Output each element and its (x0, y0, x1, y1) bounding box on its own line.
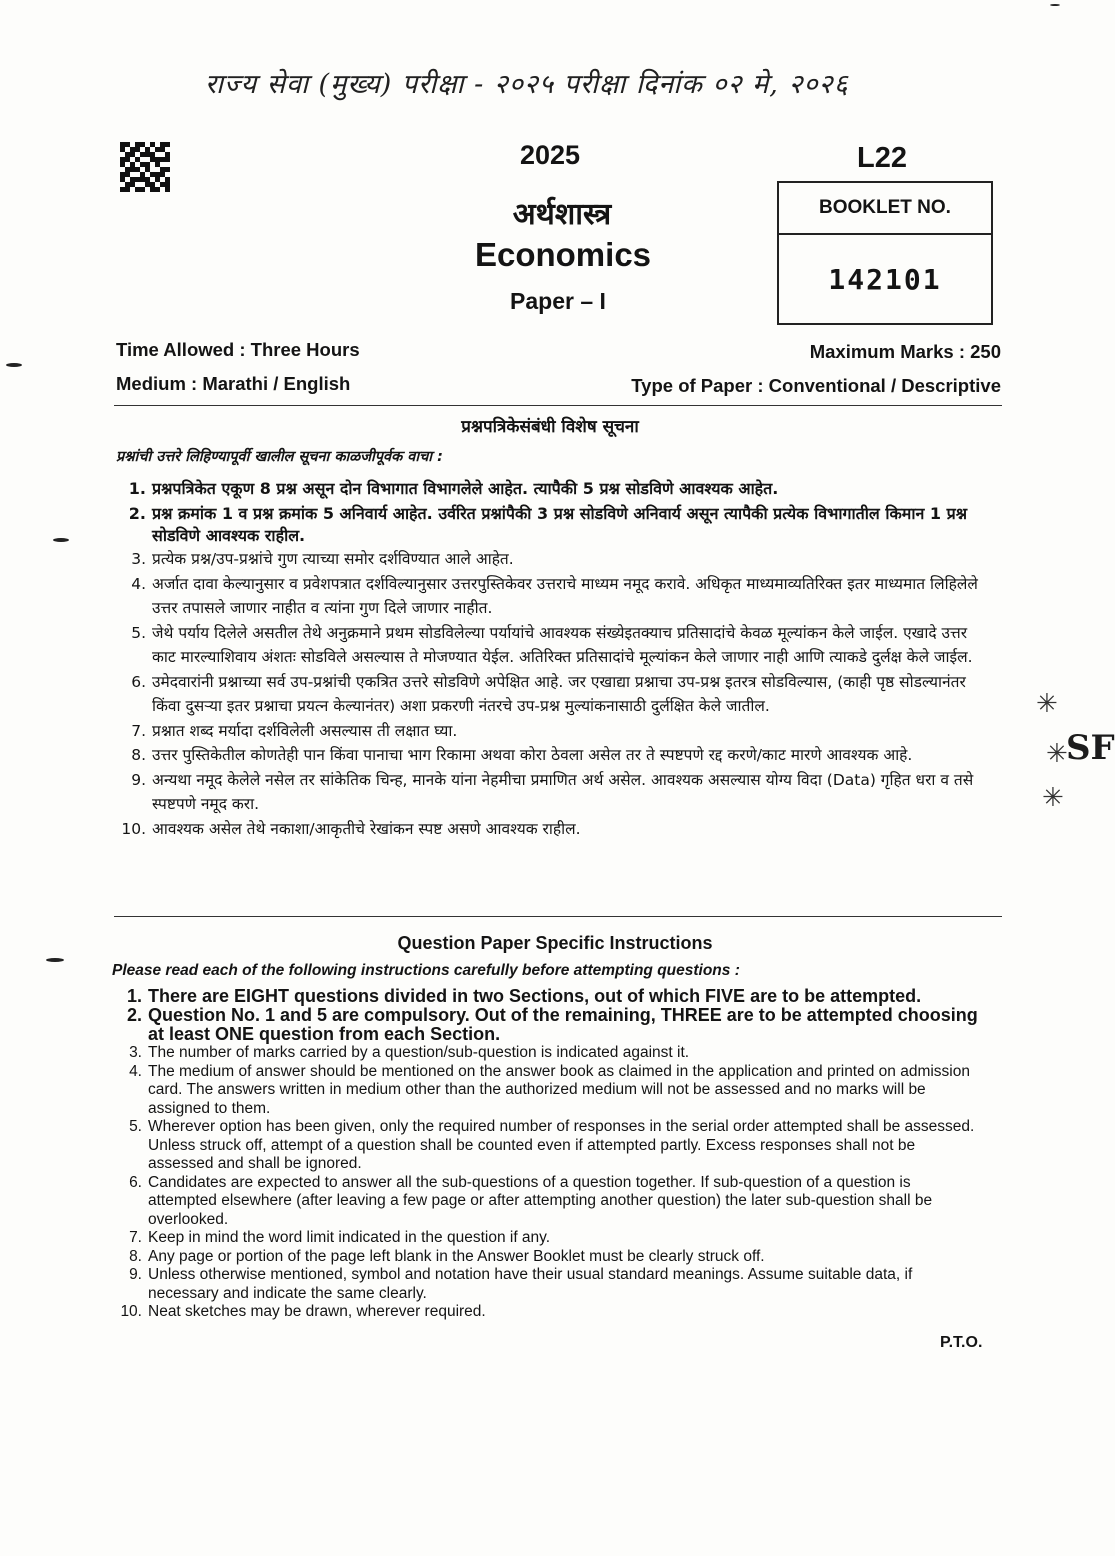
scan-mark (53, 538, 69, 542)
list-item: 7. प्रश्नात शब्द मर्यादा दर्शविलेली असल्यास ती लक्षात घ्या. (131, 721, 458, 740)
marathi-subheading: प्रश्नांची उत्तरे लिहिण्यापूर्वी खालील सूचना काळजीपूर्वक वाचा : (116, 449, 443, 465)
booklet-number: 142101 (828, 263, 942, 296)
pto-label: P.T.O. (940, 1334, 983, 1351)
exam-year: 2025 (520, 140, 581, 170)
list-item: 4. The medium of answer should be mentioned on the answer book as claimed in the application and printed on admission card. The answers written in medium other than the authorized medium will not be assessed and no marks will be assigned to them. (129, 1062, 970, 1117)
medium: Medium : Marathi / English (116, 373, 351, 394)
english-instructions (112, 987, 982, 1322)
stamp-star-icon: ✳ (1036, 688, 1058, 718)
paper-code: L22 (857, 142, 907, 174)
english-subheading: Please read each of the following instructions carefully before attempting questions : (112, 962, 740, 979)
qr-code (120, 142, 170, 192)
maximum-marks: Maximum Marks : 250 (809, 341, 1001, 362)
stamp-star-icon: ✳ (1046, 738, 1068, 768)
list-item: 1. प्रश्नपत्रिकेत एकूण 8 प्रश्न असून दोन विभागात विभागलेले आहेत. त्यापैकी 5 प्रश्न सोडविणे आवश्यक आहेत. (128, 479, 779, 498)
booklet-box (777, 181, 993, 325)
list-item: 9. Unless otherwise mentioned, symbol and notation have their usual standard meanings. Assume suitable data, if necessary and indicate the same clearly. (129, 1266, 913, 1302)
list-item: 10. आवश्यक असेल तेथे नकाशा/आकृतीचे रेखांकन स्पष्ट असणे आवश्यक राहील. (121, 819, 581, 838)
handwritten-note: राज्य सेवा (मुख्य) परीक्षा - २०२५ परीक्षा दिनांक ०२ मे, २०२६ (205, 69, 849, 100)
list-item: 5. Wherever option has been given, only the required number of responses in the serial order attempted shall be assessed. Unless struck off, attempt of a question shall be counted even if attempted partly. Excess responses shall not be assessed and shall be ignored. (129, 1118, 975, 1172)
list-item: 6. उमेदवारांनी प्रश्नाच्या सर्व उप-प्रश्नांची एकत्रित उत्तरे सोडविणे अपेक्षित आहे. जर एखाद्या प्रश्नाचा उप-प्रश्न इतरत्र सोडविल्यास, (काही पृष्ठ सोडल्यानंतर किंवा दुसऱ्या इतर प्रश्नाचा प्रयत्न केल्यानंतर) अशा प्रकरणी नंतरचे उप-प्रश्न मुल्यांकनासाठी दुर्लक्षित केले जातील. (131, 672, 966, 715)
divider (114, 405, 1002, 406)
subject-marathi: अर्थशास्त्र (512, 197, 612, 232)
subject-english: Economics (474, 236, 652, 273)
list-item: 3. प्रत्येक प्रश्न/उप-प्रश्नांचे गुण त्याच्या समोर दर्शविण्यात आले आहेत. (131, 550, 514, 568)
list-item: 8. Any page or portion of the page left blank in the Answer Booklet must be clearly struck off. (129, 1247, 765, 1265)
list-item: 7. Keep in mind the word limit indicated in the question if any. (129, 1229, 551, 1246)
type-of-paper: Type of Paper : Conventional / Descriptive (631, 375, 1001, 396)
divider (114, 916, 1002, 917)
time-allowed: Time Allowed : Three Hours (116, 339, 360, 360)
list-item: 3. The number of marks carried by a question/sub-question is indicated against it. (129, 1044, 690, 1061)
list-item: 2. Question No. 1 and 5 are compulsory. Out of the remaining, THREE are to be attempted choosing at least ONE question from each Section. (126, 1005, 978, 1044)
stamp-mark: SF (1066, 728, 1115, 768)
list-item: 6. Candidates are expected to answer all the sub-questions of a question together. If sub-question of a question is attempted elsewhere (after leaving a few page or after attempting another question) the later sub-question shall be overlooked. (129, 1173, 933, 1228)
scan-mark (46, 958, 64, 962)
list-item: 2. प्रश्न क्रमांक 1 व प्रश्न क्रमांक 5 अनिवार्य आहेत. उर्वरित प्रश्नांपैकी 3 प्रश्न सोडविणे अनिवार्य असून त्यापैकी प्रत्येक विभागातील किमान 1 प्रश्न सोडविणे आवश्यक राहील. (128, 504, 968, 545)
marathi-heading: प्रश्नपत्रिकेसंबंधी विशेष सूचना (461, 417, 639, 437)
scan-mark (6, 363, 22, 367)
list-item: 10. Neat sketches may be drawn, wherever required. (120, 1303, 486, 1320)
english-heading: Question Paper Specific Instructions (397, 933, 713, 953)
list-item: 8. उत्तर पुस्तिकेतील कोणतेही पान किंवा पानाचा भाग रिकामा अथवा कोरा ठेवला असेल तर ते स्पष्टपणे रद्द करणे/काट मारणे आवश्यक आहे. (131, 746, 913, 764)
list-item: 5. जेथे पर्याय दिलेले असतील तेथे अनुक्रमाने प्रथम सोडविलेल्या पर्यायांचे आवश्यक संख्येइतक्याच प्रतिसादांचे केवळ मूल्यांकन केले जाईल. एखादे उत्तर काट मारल्याशिवाय अंशतः सोडविले असल्यास ते मोजण्यात येईल. अतिरिक्त प्रतिसादांचे मूल्यांकन केले जाणार नाही आणि त्याकडे दुर्लक्ष केले जाईल. (131, 623, 973, 666)
scan-mark (1050, 4, 1060, 6)
list-item: 9. अन्यथा नमूद केलेले नसेल तर सांकेतिक चिन्ह, मानके यांना नेहमीचा प्रमाणित अर्थ असेल. आवश्यक असल्यास योग्य विदा (Data) गृहित धरा व तसे स्पष्टपणे नमूद करा. (131, 770, 974, 813)
list-item: 1. There are EIGHT questions divided in two Sections, out of which FIVE are to be attempted. (126, 986, 922, 1006)
stamp-star-icon: ✳ (1042, 782, 1064, 812)
list-item: 4. अर्जात दावा केल्यानुसार व प्रवेशपत्रात दर्शविल्यानुसार उत्तरपुस्तिकेवर उत्तराचे माध्यम नमूद करावे. अधिकृत माध्यमाव्यतिरिक्त इतर माध्यमात लिहिलेले उत्तर तपासले जाणार नाहीत व त्यांना गुण दिले जाणार नाहीत. (131, 574, 978, 617)
paper-number: Paper – I (510, 288, 606, 314)
marathi-instructions (116, 478, 982, 841)
booklet-label: BOOKLET NO. (779, 183, 991, 235)
